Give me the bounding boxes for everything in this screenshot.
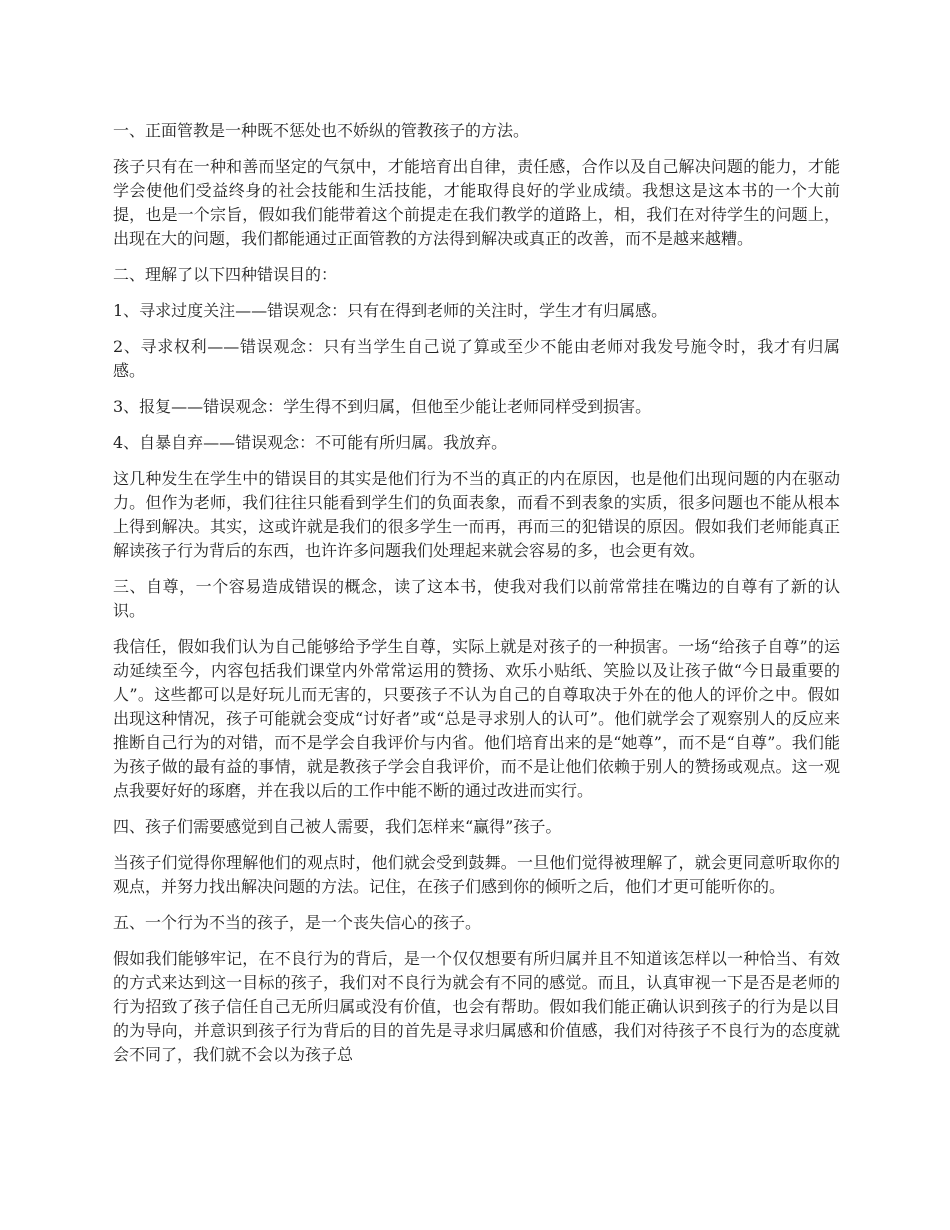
body-paragraph: 孩子只有在一种和善而坚定的气氛中，才能培育出自律，责任感，合作以及自己解决问题的能力，才能学会使他们受益终身的社会技能和生活技能，才能取得良好的学业成绩。我想这是这本书的一个大前提，也是一个宗旨，假如我们能带着这个前提走在我们教学的道路上，相，我们在对待学生的问题上，出现在大的问题，我们都能通过正面管教的方法得到解决或真正的改善，而不是越来越糟。 xyxy=(113,157,840,248)
body-paragraph: 假如我们能够牢记，在不良行为的背后，是一个仅仅想要有所归属并且不知道该怎样以一种恰当、有效的方式来达到这一目标的孩子，我们对不良行为就会有不同的感觉。而且，认真审视一下是否是老师的行为招致了孩子信任自己无所归属或没有价值，也会有帮助。假如我们能正确认识到孩子的行为是以目的为导向，并意识到孩子行为背后的目的首先是寻求归属感和价值感，我们对待孩子不良行为的态度就会不同了，我们就不会以为孩子总 xyxy=(113,949,840,1064)
section-heading-3: 三、自尊，一个容易造成错误的概念，读了这本书，使我对我们以前常常挂在嘴边的自尊有了新的认识。 xyxy=(113,577,840,620)
list-item: 3、报复——错误观念：学生得不到归属，但他至少能让老师同样受到损害。 xyxy=(113,397,652,416)
body-paragraph: 当孩子们觉得你理解他们的观点时，他们就会受到鼓舞。一旦他们觉得被理解了，就会更同意听取你的观点，并努力找出解决问题的方法。记住，在孩子们感到你的倾听之后，他们才更可能听你的。 xyxy=(113,853,840,896)
list-item: 2、寻求权利——错误观念：只有当学生自己说了算或至少不能由老师对我发号施令时，我才有归属感。 xyxy=(113,337,840,380)
section-heading-4: 四、孩子们需要感觉到自己被人需要，我们怎样来“赢得”孩子。 xyxy=(113,817,562,836)
section-heading-5: 五、一个行为不当的孩子，是一个丧失信心的孩子。 xyxy=(113,913,482,932)
list-item: 1、寻求过度关注——错误观念：只有在得到老师的关注时，学生才有归属感。 xyxy=(113,301,668,320)
section-heading-2: 二、理解了以下四种错误目的： xyxy=(113,265,338,284)
list-item: 4、自暴自弃——错误观念：不可能有所归属。我放弃。 xyxy=(113,433,508,452)
body-paragraph: 这几种发生在学生中的错误目的其实是他们行为不当的真正的内在原因，也是他们出现问题的内在驱动力。但作为老师，我们往往只能看到学生们的负面表象，而看不到表象的实质，很多问题也不能从根本上得到解决。其实，这或许就是我们的很多学生一而再，再而三的犯错误的原因。假如我们老师能真正解读孩子行为背后的东西，也许许多问题我们处理起来就会容易的多，也会更有效。 xyxy=(113,469,840,560)
body-paragraph: 我信任，假如我们认为自己能够给予学生自尊，实际上就是对孩子的一种损害。一场“给孩子自尊”的运动延续至今，内容包括我们课堂内外常常运用的赞扬、欢乐小贴纸、笑脸以及让孩子做“今日最重要的人”。这些都可以是好玩儿而无害的，只要孩子不认为自己的自尊取决于外在的他人的评价之中。假如出现这种情况，孩子可能就会变成“讨好者”或“总是寻求别人的认可”。他们就学会了观察别人的反应来推断自己行为的对错，而不是学会自我评价与内省。他们培育出来的是“她尊”，而不是“自尊”。我们能为孩子做的最有益的事情，就是教孩子学会自我评价，而不是让他们依赖于别人的赞扬或观点。这一观点我要好好的琢磨，并在我以后的工作中能不断的通过改进而实行。 xyxy=(113,637,840,800)
section-heading-1: 一、正面管教是一种既不惩处也不娇纵的管教孩子的方法。 xyxy=(113,121,530,140)
document-body xyxy=(113,119,840,1079)
